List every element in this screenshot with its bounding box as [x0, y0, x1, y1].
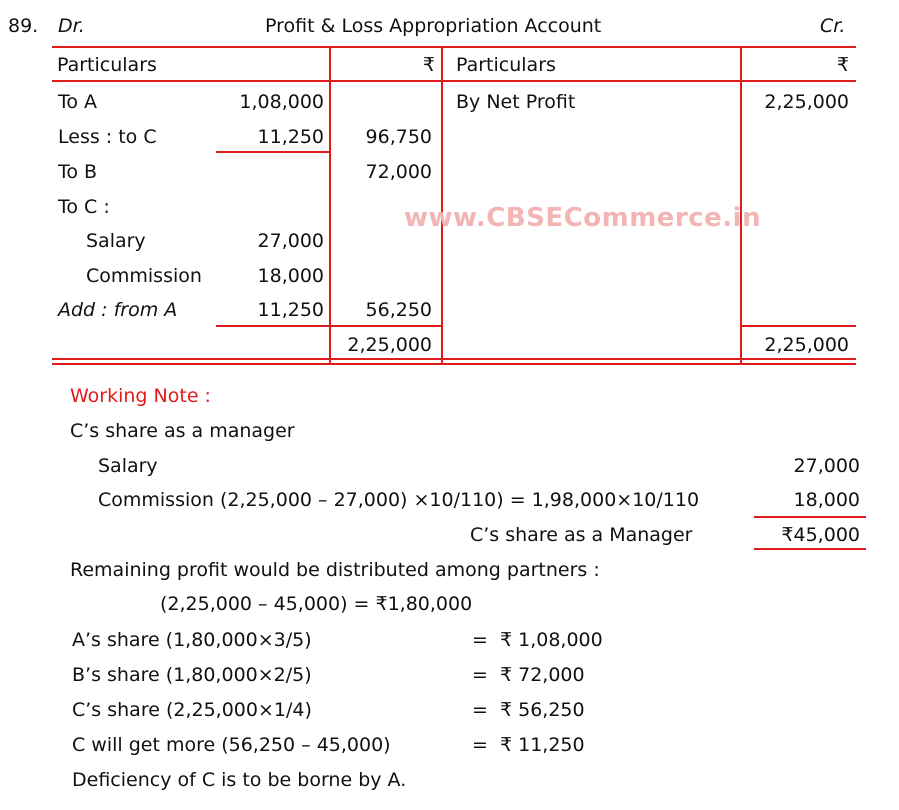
table-top-border — [52, 46, 856, 48]
subtotal-rule — [216, 151, 329, 153]
share-value: ₹ 72,000 — [500, 664, 585, 686]
total-left: 2,25,000 — [347, 334, 432, 356]
cr-label: Cr. — [820, 15, 846, 37]
debit-subamount: 1,08,000 — [239, 91, 324, 113]
working-note-heading: Working Note : — [70, 385, 211, 407]
share-equals: = — [472, 734, 488, 756]
debit-label: To C : — [58, 196, 110, 218]
table-bottom-border — [52, 358, 856, 360]
conclusion: Deficiency of C is to be borne by A. — [72, 769, 407, 791]
subtotal-rule — [216, 325, 329, 327]
dr-label: Dr. — [58, 15, 85, 37]
share-label: A’s share (1,80,000×3/5) — [72, 629, 312, 651]
question-number: 89. — [8, 15, 39, 37]
share-equals: = — [472, 699, 488, 721]
credit-label: By Net Profit — [456, 91, 576, 113]
debit-label: Add : from A — [58, 299, 178, 321]
column-divider — [329, 46, 331, 365]
debit-label: Commission — [86, 265, 202, 287]
share-label: B’s share (1,80,000×2/5) — [72, 664, 312, 686]
debit-amount: 72,000 — [365, 161, 432, 183]
col-amount-left: ₹ — [422, 54, 435, 76]
working-note-intro: C’s share as a manager — [70, 420, 295, 442]
col-amount-right: ₹ — [836, 54, 849, 76]
debit-subamount: 11,250 — [257, 126, 324, 148]
salary-label: Salary — [98, 455, 158, 477]
credit-amount: 2,25,000 — [764, 91, 849, 113]
share-label: C’s share (2,25,000×1/4) — [72, 699, 312, 721]
account-title: Profit & Loss Appropriation Account — [265, 15, 602, 37]
watermark: www.CBSECommerce.in — [404, 203, 762, 233]
debit-subamount: 18,000 — [257, 265, 324, 287]
debit-label: Less : to C — [58, 126, 157, 148]
manager-share-label: C’s share as a Manager — [470, 524, 693, 546]
total-right: 2,25,000 — [764, 334, 849, 356]
table-bottom-border — [52, 363, 856, 365]
debit-amount: 56,250 — [365, 299, 432, 321]
debit-label: Salary — [86, 230, 146, 252]
debit-label: To A — [58, 91, 98, 113]
debit-label: To B — [58, 161, 98, 183]
remaining-text: Remaining profit would be distributed among partners : — [70, 559, 600, 581]
remaining-calc: (2,25,000 – 45,000) = ₹1,80,000 — [160, 593, 473, 615]
share-label: C will get more (56,250 – 45,000) — [72, 734, 391, 756]
manager-share-rule — [754, 548, 866, 550]
col-particulars-left: Particulars — [57, 54, 157, 76]
salary-value: 27,000 — [793, 455, 860, 477]
manager-share-value: ₹45,000 — [781, 524, 860, 546]
commission-value: 18,000 — [793, 489, 860, 511]
share-value: ₹ 1,08,000 — [500, 629, 603, 651]
col-particulars-right: Particulars — [456, 54, 556, 76]
share-value: ₹ 56,250 — [500, 699, 585, 721]
total-rule — [742, 325, 856, 327]
table-header-border — [52, 80, 856, 82]
debit-subamount: 27,000 — [257, 230, 324, 252]
share-value: ₹ 11,250 — [500, 734, 585, 756]
total-rule — [331, 325, 441, 327]
commission-label: Commission (2,25,000 – 27,000) ×10/110) = 1,98,000×10/110 — [98, 489, 700, 511]
share-equals: = — [472, 629, 488, 651]
share-equals: = — [472, 664, 488, 686]
debit-amount: 96,750 — [365, 126, 432, 148]
debit-subamount: 11,250 — [257, 299, 324, 321]
manager-share-rule — [754, 516, 866, 518]
